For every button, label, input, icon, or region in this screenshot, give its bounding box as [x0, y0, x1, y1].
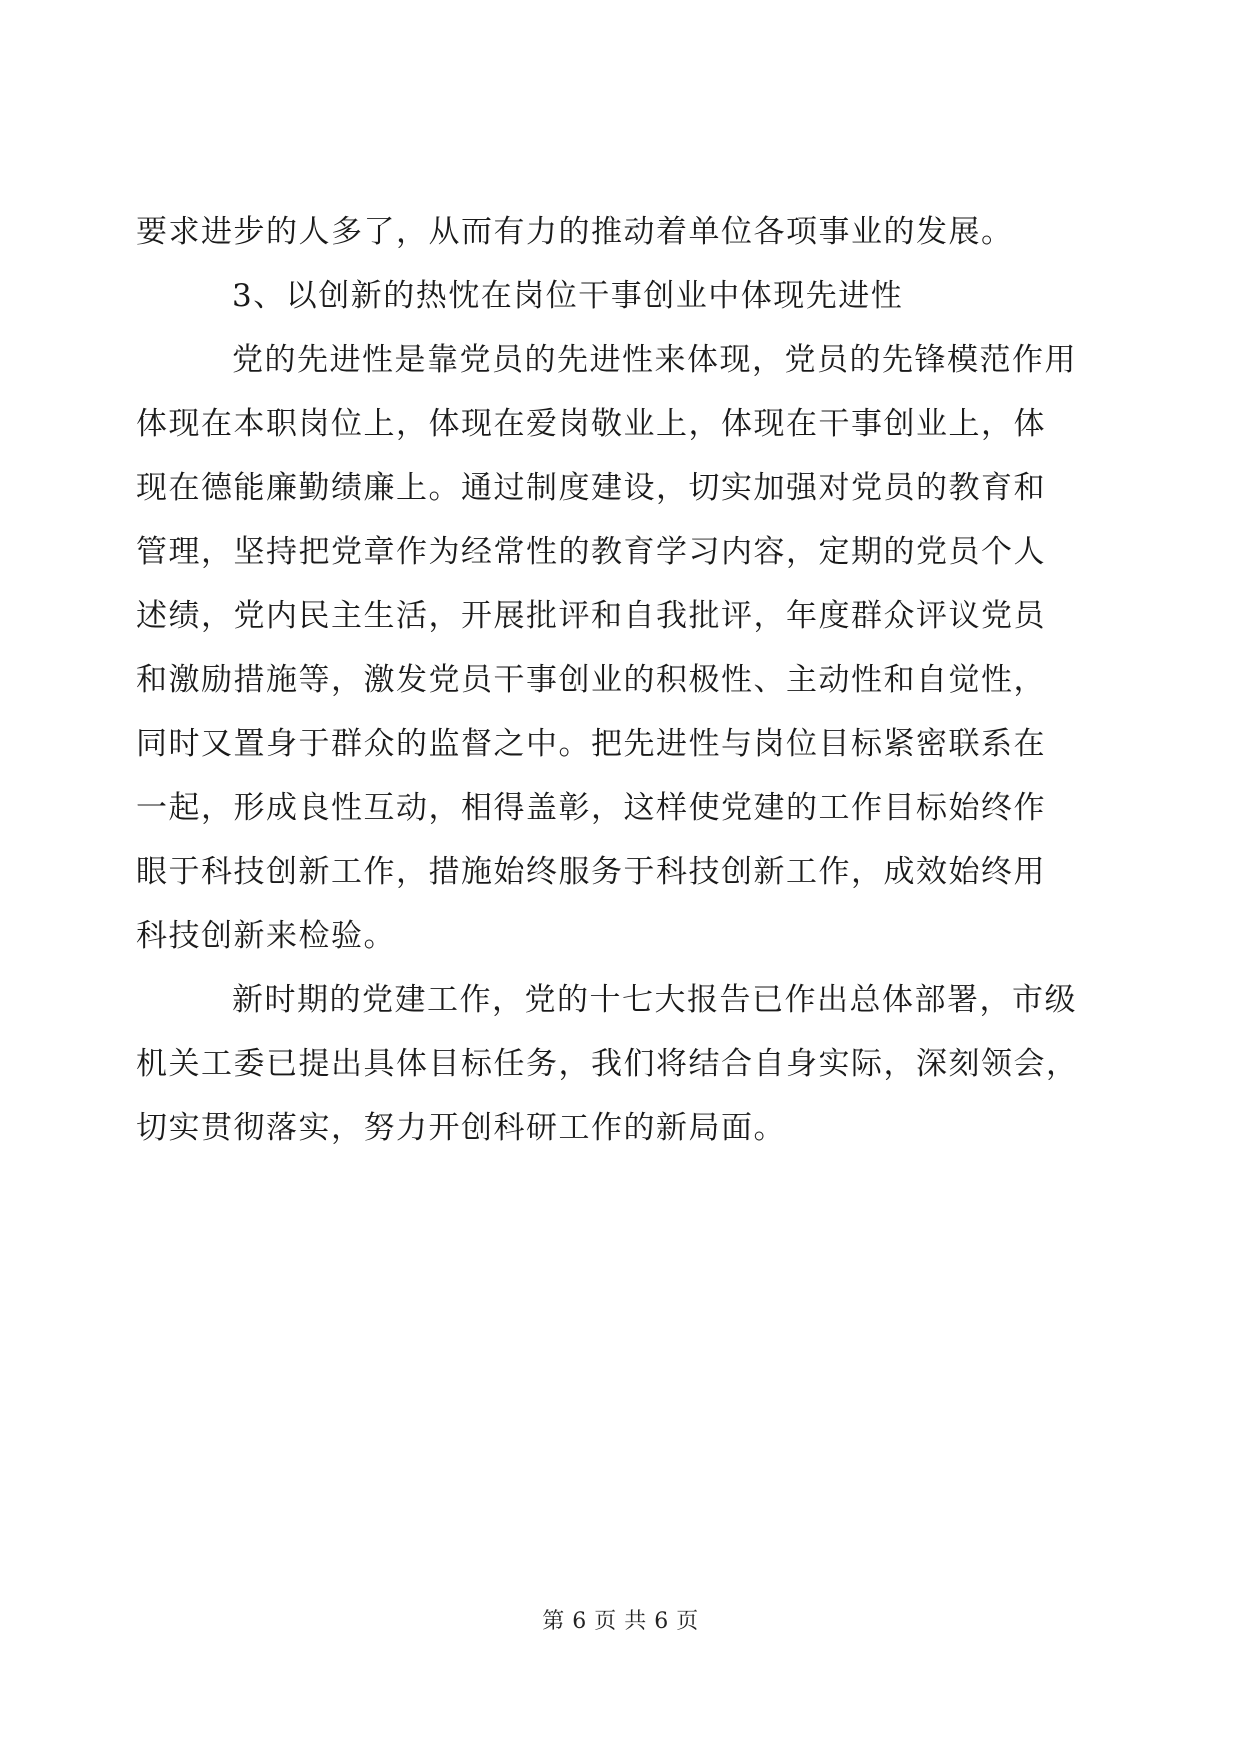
text-line: 同时又置身于群众的监督之中。把先进性与岗位目标紧密联系在 — [136, 726, 1046, 762]
text-line: 管理，坚持把党章作为经常性的教育学习内容，定期的党员个人 — [136, 534, 1046, 570]
text-line: 新时期的党建工作，党的十七大报告已作出总体部署，市级 — [232, 982, 1077, 1018]
text-line: 党的先进性是靠党员的先进性来体现，党员的先锋模范作用 — [232, 342, 1077, 378]
page-number-footer: 第 6 页 共 6 页 — [542, 1609, 699, 1634]
text-line: 和激励措施等，激发党员干事创业的积极性、主动性和自觉性， — [136, 662, 1046, 698]
section-heading: 3、以创新的热忱在岗位干事创业中体现先进性 — [232, 278, 904, 314]
text-line: 切实贯彻落实，努力开创科研工作的新局面。 — [136, 1110, 786, 1146]
text-line: 述绩，党内民主生活，开展批评和自我批评，年度群众评议党员 — [136, 598, 1046, 634]
text-line: 一起，形成良性互动，相得盖彰，这样使党建的工作目标始终作 — [136, 790, 1046, 826]
document-body — [136, 200, 1106, 1160]
text-line: 科技创新来检验。 — [136, 918, 396, 954]
text-line: 体现在本职岗位上，体现在爱岗敬业上，体现在干事创业上，体 — [136, 406, 1046, 442]
text-line: 现在德能廉勤绩廉上。通过制度建设，切实加强对党员的教育和 — [136, 470, 1046, 506]
text-line: 要求进步的人多了，从而有力的推动着单位各项事业的发展。 — [136, 214, 1014, 250]
text-line: 机关工委已提出具体目标任务，我们将结合自身实际，深刻领会， — [136, 1046, 1079, 1082]
text-line: 眼于科技创新工作，措施始终服务于科技创新工作，成效始终用 — [136, 854, 1046, 890]
